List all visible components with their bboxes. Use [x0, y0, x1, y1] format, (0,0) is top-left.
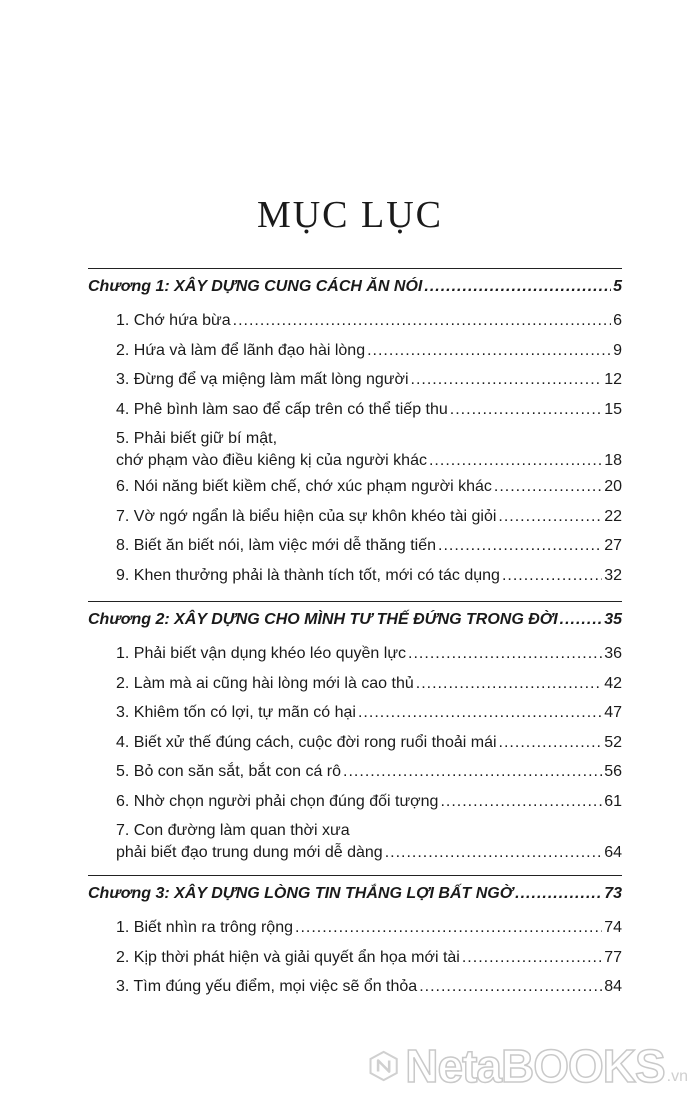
- toc-entry[interactable]: [88, 821, 622, 869]
- entry-page: 18: [604, 452, 622, 469]
- entry-title: 2. Làm mà ai cũng hài lòng mới là cao thủ: [116, 674, 414, 692]
- toc-entry[interactable]: [88, 703, 622, 733]
- chapter-1: [88, 268, 622, 595]
- dot-leader: [498, 507, 602, 527]
- toc-entry[interactable]: [88, 341, 622, 371]
- chapter-heading[interactable]: [88, 610, 622, 636]
- entry-page: 61: [604, 792, 622, 810]
- toc-entry[interactable]: [88, 792, 622, 822]
- entry-title: 6. Nói năng biết kiềm chế, chớ xúc phạm người khác: [116, 478, 492, 495]
- toc-entry[interactable]: [88, 948, 622, 978]
- toc-entry[interactable]: [88, 674, 622, 704]
- entry-title: 9. Khen thưởng phải là thành tích tốt, mới có tác dụng: [116, 566, 500, 584]
- dot-leader: [367, 341, 611, 361]
- entry-page: 64: [604, 844, 622, 861]
- entry-title: 3. Tìm đúng yếu điểm, mọi việc sẽ ổn thỏa: [116, 978, 418, 995]
- toc-entry[interactable]: [88, 311, 622, 341]
- dot-leader: [416, 674, 602, 694]
- entry-page: 15: [604, 400, 622, 418]
- toc-entry[interactable]: [88, 918, 622, 948]
- entry-page: 6: [613, 312, 622, 329]
- entry-title-line1: 7. Con đường làm quan thời xưa: [116, 822, 350, 839]
- entry-title: 5. Bỏ con săn sắt, bắt con cá rô: [116, 763, 342, 780]
- chapter-page: 73: [604, 885, 622, 902]
- watermark: [368, 1026, 688, 1106]
- entry-title: chớ phạm vào điều kiêng kị của người khác: [116, 452, 427, 469]
- entry-title: 4. Phê bình làm sao để cấp trên có thể tiếp thu: [116, 400, 448, 418]
- entry-page: 20: [604, 478, 622, 495]
- dot-leader: [515, 884, 602, 904]
- entry-title: 1. Phải biết vận dụng khéo léo quyền lực: [116, 645, 407, 662]
- dot-leader: [385, 843, 603, 863]
- entry-page: 12: [604, 371, 622, 388]
- chapter-2: [88, 601, 622, 869]
- dot-leader: [462, 948, 602, 968]
- entry-title: 1. Chớ hứa bừa: [116, 312, 231, 329]
- chapter-page: 35: [604, 611, 622, 628]
- dot-leader: [499, 733, 603, 753]
- chapter-title: Chương 2: XÂY DỰNG CHO MÌNH TƯ THẾ ĐỨNG TRONG ĐỜI: [88, 611, 558, 628]
- dot-leader: [343, 762, 602, 782]
- entry-page: 56: [604, 763, 622, 780]
- entry-page: 52: [604, 733, 622, 751]
- entry-title: 6. Nhờ chọn người phải chọn đúng đối tượng: [116, 792, 439, 810]
- entry-page: 74: [604, 919, 622, 936]
- dot-leader: [450, 400, 602, 420]
- toc-entry[interactable]: [88, 400, 622, 430]
- toc-entry[interactable]: [88, 507, 622, 537]
- entry-page: 36: [604, 645, 622, 662]
- toc-entry[interactable]: [88, 566, 622, 596]
- watermark-suffix: .vn: [666, 1068, 688, 1085]
- entry-page: 22: [604, 507, 622, 525]
- entry-title: 7. Vờ ngớ ngẩn là biểu hiện của sự khôn khéo tài giỏi: [116, 507, 497, 525]
- toc-entry[interactable]: [88, 733, 622, 763]
- toc-entry[interactable]: [88, 536, 622, 566]
- entry-title: 2. Hứa và làm để lãnh đạo hài lòng: [116, 341, 366, 359]
- toc-entry[interactable]: [88, 477, 622, 507]
- dot-leader: [429, 451, 602, 471]
- watermark-brand: NetaBOOKS: [405, 1040, 665, 1092]
- dot-leader: [408, 644, 602, 664]
- dot-leader: [438, 536, 602, 556]
- entry-page: 32: [604, 566, 622, 584]
- dot-leader: [233, 311, 611, 331]
- entry-page: 84: [604, 978, 622, 995]
- toc-entry[interactable]: [88, 644, 622, 674]
- entry-page: 77: [604, 948, 622, 966]
- entry-title: phải biết đạo trung dung mới dễ dàng: [116, 844, 383, 861]
- chapter-title: Chương 3: XÂY DỰNG LÒNG TIN THẮNG LỢI BẤT NGỜ: [88, 885, 514, 902]
- toc-entry[interactable]: [88, 977, 622, 1007]
- dot-leader: [411, 370, 603, 390]
- entry-title: 2. Kịp thời phát hiện và giải quyết ẩn họa mới tài: [116, 948, 460, 966]
- dot-leader: [502, 566, 602, 586]
- entry-title: 3. Khiêm tốn có lợi, tự mãn có hại: [116, 704, 356, 721]
- toc-entry[interactable]: [88, 762, 622, 792]
- entry-page: 42: [604, 674, 622, 692]
- dot-leader: [295, 918, 602, 938]
- entry-page: 27: [604, 537, 622, 554]
- entry-page: 47: [604, 704, 622, 721]
- chapter-page: 5: [613, 278, 622, 295]
- dot-leader: [419, 977, 602, 997]
- entry-page: 9: [613, 341, 622, 359]
- entry-title: 1. Biết nhìn ra trông rộng: [116, 919, 293, 936]
- table-of-contents: [88, 268, 622, 1013]
- entry-title: 8. Biết ăn biết nói, làm việc mới dễ thăng tiến: [116, 537, 436, 554]
- chapter-heading[interactable]: [88, 884, 622, 910]
- entry-title: 3. Đừng để vạ miệng làm mất lòng người: [116, 371, 409, 388]
- dot-leader: [424, 277, 611, 297]
- dot-leader: [440, 792, 602, 812]
- page-title: MỤC LỤC: [256, 194, 444, 237]
- dot-leader: [560, 610, 603, 630]
- entry-title-line1: 5. Phải biết giữ bí mật,: [116, 430, 278, 447]
- chapter-3: [88, 875, 622, 1007]
- chapter-title: Chương 1: XÂY DỰNG CUNG CÁCH ĂN NÓI: [88, 278, 423, 295]
- chapter-heading[interactable]: [88, 277, 622, 303]
- dot-leader: [358, 703, 602, 723]
- toc-entry[interactable]: [88, 429, 622, 477]
- dot-leader: [494, 477, 602, 497]
- entry-title: 4. Biết xử thế đúng cách, cuộc đời rong ruổi thoải mái: [116, 733, 497, 751]
- netabooks-logo-icon: [368, 1035, 399, 1097]
- toc-entry[interactable]: [88, 370, 622, 400]
